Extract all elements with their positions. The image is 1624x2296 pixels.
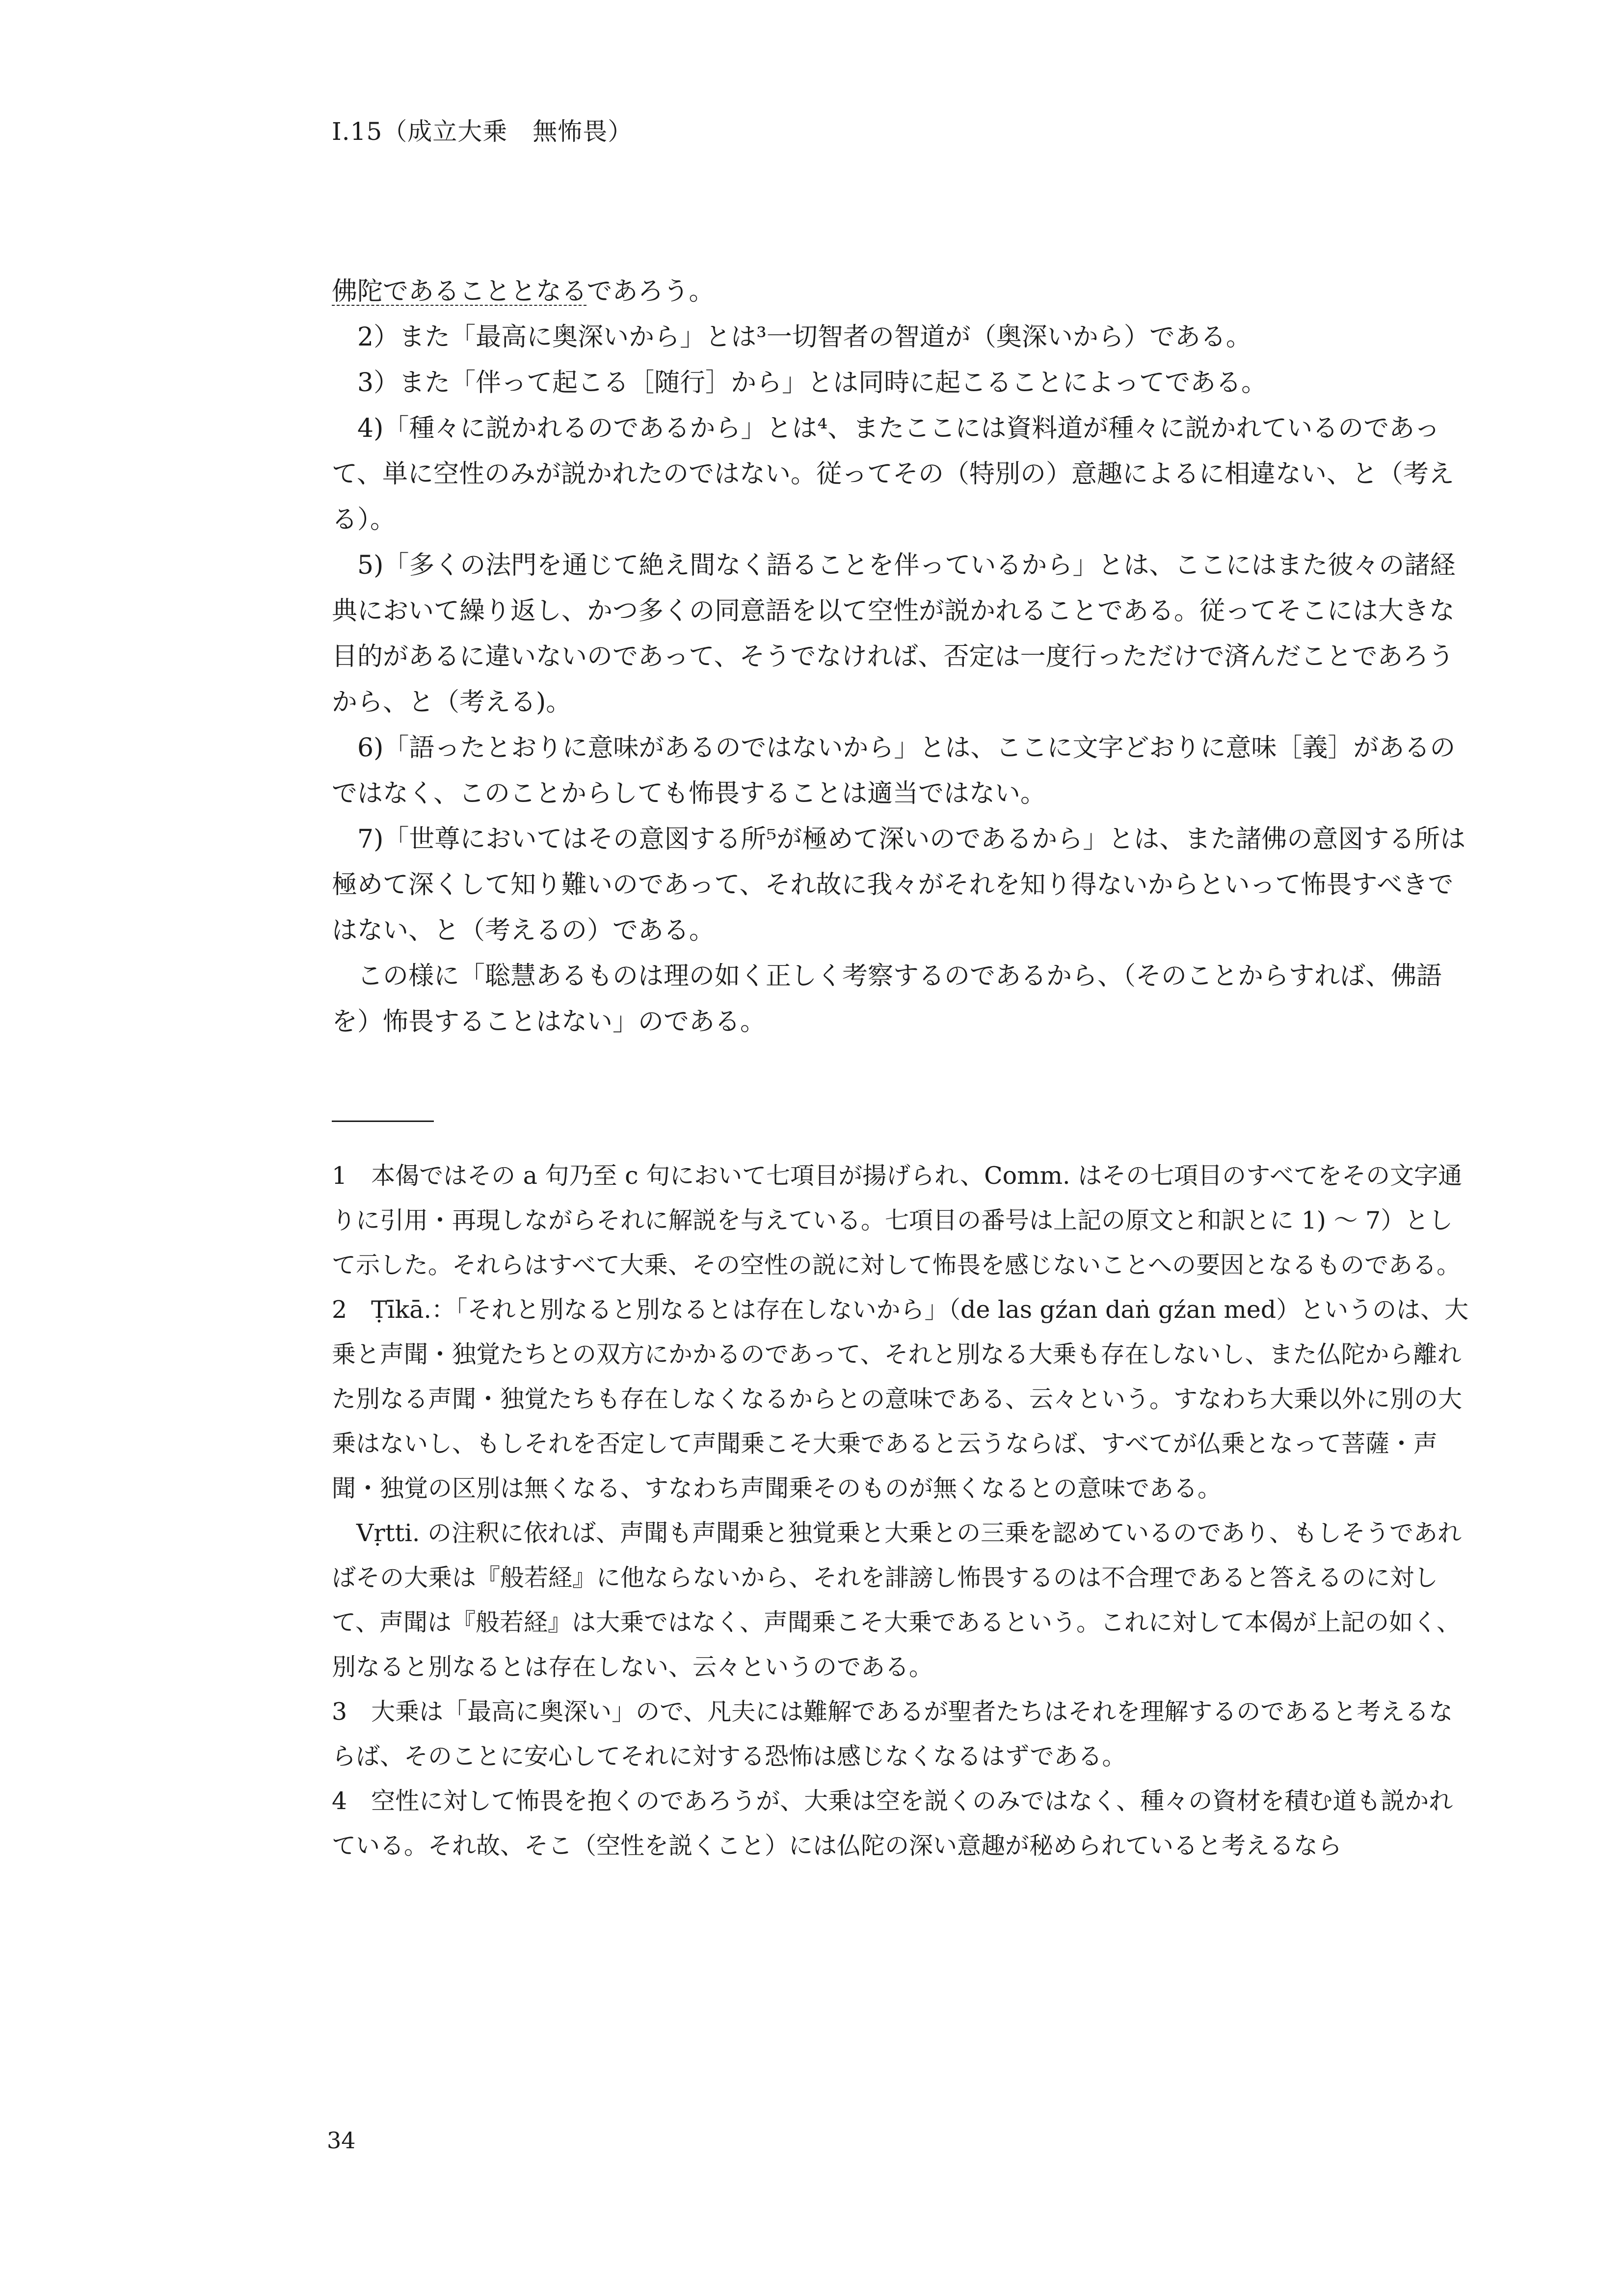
footnote-4: 4 空性に対して怖畏を抱くのであろうが、大乗は空を説くのみではなく、種々の資材を積む道も説かれている。それ故、そこ（空性を説くこと）には仏陀の深い意趣が秘められていると考えるなら [332, 1787, 1453, 1860]
body-paragraph-4: 4)「種々に説かれるのであるから」とは⁴、またここには資料道が種々に説かれているのであって、単に空性のみが説かれたのではない。従ってその（特別の）意趣によるに相違ない、と（考える）。 [332, 414, 1454, 534]
body-paragraph-5: 5)「多くの法門を通じて絶え間なく語ることを伴っているから」とは、ここにはまた彼々の諸経典において繰り返し、かつ多くの同意語を以て空性が説かれることである。従ってそこには大きな目的があるに違いないのであって、そうでなければ、否定は一度行っただけで済んだことであろうから、と（考える)。 [332, 551, 1456, 717]
footnote-2: 2 Ṭīkā.：「それと別なると別なるとは存在しないから」（de las gźan daṅ gźan med）というのは、大乗と声聞・独覚たちとの双方にかかるのであって、それと別なる大乗も存在しないし、また仏陀から離れた別なる声聞・独覚たちも存在しなくなるからとの意味である、云々という。すなわち大乗以外に別の大乗はないし、もしそれを否定して声聞乗こそ大乗であると云うならば、すべてが仏乗となって菩薩・声聞・独覚の区別は無くなる、すなわち声聞乗そのものが無くなるとの意味である。 [332, 1296, 1469, 1502]
body-paragraph-3: 3）また「伴って起こる［随行］から」とは同時に起こることによってである。 [357, 368, 1267, 398]
footnote-2-continuation: Vṛtti. の注釈に依れば、声聞も声聞乗と独覚乗と大乗との三乗を認めているのであり、もしそうであればその大乗は『般若経』に他ならないから、それを誹謗し怖畏するのは不合理であると答えるのに対して、声聞は『般若経』は大乗ではなく、声聞乗こそ大乗であるという。これに対して本偈が上記の如く、別なると別なるとは存在しない、云々というのである。 [332, 1519, 1462, 1681]
body-paragraph-7: 7)「世尊においてはその意図する所⁵が極めて深いのであるから」とは、また諸佛の意図する所は極めて深くして知り難いのであって、それ故に我々がそれを知り得ないからといって怖畏すべきではない、と（考えるの）である。 [332, 825, 1466, 945]
main-body [332, 269, 1475, 1045]
underlined-phrase: 佛陀であることとなる [332, 277, 587, 306]
body-paragraph-1 [332, 269, 1475, 315]
page-number: 34 [327, 2127, 356, 2154]
footnote-3: 3 大乗は「最高に奥深い」ので、凡夫には難解であるが聖者たちはそれを理解するのであると考えるならば、そのことに安心してそれに対する恐怖は感じなくなるはずである。 [332, 1698, 1453, 1770]
body-paragraph-6: 6)「語ったとおりに意味があるのではないから」とは、ここに文字どおりに意味［義］があるのではなく、このことからしても怖畏することは適当ではない。 [332, 733, 1456, 808]
running-header: I.15（成立大乗 無怖畏） [332, 117, 633, 146]
body-paragraph-2: 2）また「最高に奥深いから」とは³一切智者の智道が（奥深いから）である。 [357, 322, 1251, 352]
footnotes [332, 1153, 1475, 1868]
body-paragraph-8: この様に「聡慧あるものは理の如く正しく考察するのであるから、（そのことからすれば、佛語を）怖畏することはない」のである。 [332, 961, 1442, 1037]
footnote-separator [332, 1121, 434, 1122]
first-line-rest: であろう。 [586, 277, 715, 306]
footnote-1: 1 本偈ではその a 句乃至 c 句において七項目が揚げられ、Comm. はその七項目のすべてをその文字通りに引用・再現しながらそれに解説を与えている。七項目の番号は上記の原文と和訳とに 1) 〜 7）として示した。それらはすべて大乗、その空性の説に対して怖畏を感じないことへの要因となるものである。 [332, 1162, 1463, 1279]
